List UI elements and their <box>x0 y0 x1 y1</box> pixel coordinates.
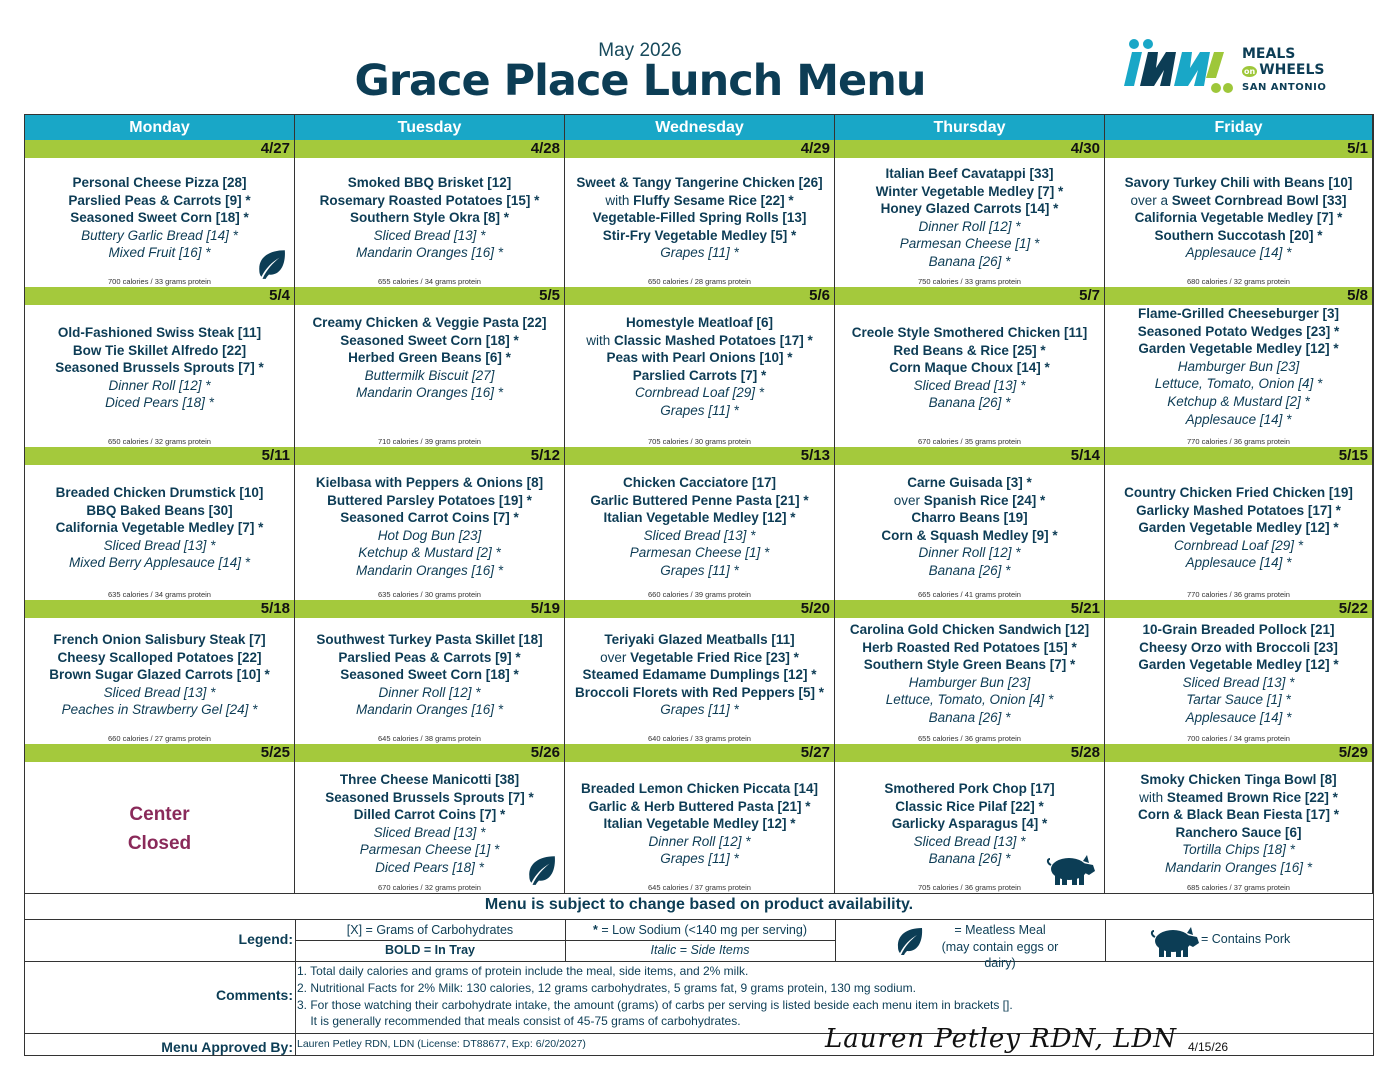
tray-item: Stir-Fry Vegetable Medley [5] * <box>602 227 797 243</box>
logo-line-meals: MEALS <box>1242 46 1296 62</box>
side-item: Diced Pears [18] * <box>375 859 484 875</box>
tray-item: Italian Beef Cavatappi [33] <box>885 166 1054 181</box>
center-closed-notice <box>25 800 294 858</box>
tray-item: Ranchero Sauce [6] <box>1175 824 1302 840</box>
menu-items <box>835 621 1104 727</box>
date-label: 5/25 <box>25 744 295 762</box>
tray-item: Parslied Peas & Carrots [9] * <box>68 192 251 208</box>
side-item: Hamburger Bun [23] <box>1177 358 1300 374</box>
side-item: Peaches in Strawberry Gel [24] * <box>61 702 258 718</box>
side-item: Tartar Sauce [1] * <box>1186 692 1291 708</box>
calorie-protein-note: 660 calories / 39 grams protein <box>648 590 751 599</box>
menu-cell <box>1105 762 1373 893</box>
side-item: Ketchup & Mustard [2] * <box>358 545 501 561</box>
tray-item: Italian Vegetable Medley [12] * <box>603 510 796 526</box>
side-item: Parmesan Cheese [1] * <box>899 236 1040 252</box>
calorie-protein-note: 670 calories / 35 grams protein <box>918 437 1021 446</box>
calorie-protein-note: 705 calories / 36 grams protein <box>918 883 1021 892</box>
side-item: Sliced Bread [13] * <box>373 227 486 243</box>
day-header-wednesday: Wednesday <box>565 115 835 140</box>
menu-cell <box>565 305 835 447</box>
side-item: Sliced Bread [13] * <box>373 824 486 840</box>
tray-item: Southern Style Okra [8] * <box>349 210 510 226</box>
tray-item: Three Cheese Manicotti [38] <box>339 772 520 787</box>
legend-meatless-note: (may contain eggs or dairy) <box>941 940 1059 970</box>
calorie-protein-note: 650 calories / 32 grams protein <box>108 437 211 446</box>
menu-items <box>1105 771 1372 877</box>
menu-cell <box>835 618 1105 744</box>
tray-item: Winter Vegetable Medley [7] * <box>875 183 1064 199</box>
menu-items <box>565 474 834 580</box>
tray-item <box>565 332 834 350</box>
side-item: Dinner Roll [12] * <box>378 684 481 700</box>
menu-cell <box>1105 158 1373 287</box>
date-label: 5/28 <box>835 744 1105 762</box>
side-item: Sliced Bread [13] * <box>1182 674 1295 690</box>
tray-item: California Vegetable Medley [7] * <box>55 520 264 536</box>
tray-item <box>835 492 1104 510</box>
tray-item: Garlic Buttered Penne Pasta [21] * <box>590 492 809 508</box>
comment-line: It is generally recommended that meals consist of 45-75 grams of carbohydrates. <box>297 1014 741 1029</box>
side-item: Parmesan Cheese [1] * <box>359 842 500 858</box>
menu-cell <box>835 762 1105 893</box>
legend-meatless: = Meatless Meal <box>954 923 1046 937</box>
side-item: Banana [26] * <box>928 851 1011 867</box>
side-item: Banana [26] * <box>928 253 1011 269</box>
day-header-tuesday: Tuesday <box>295 115 565 140</box>
side-item: Mixed Fruit [16] * <box>108 245 211 261</box>
menu-cell <box>565 762 835 893</box>
side-item: Grapes [11] * <box>660 402 739 418</box>
side-item: Lettuce, Tomato, Onion [4] * <box>1154 376 1323 392</box>
legend-divider <box>1105 919 1106 961</box>
tray-item: Vegetable-Filled Spring Rolls [13] <box>592 210 807 226</box>
date-label: 5/5 <box>295 287 565 305</box>
tray-item: Flame-Grilled Cheeseburger [3] <box>1137 306 1340 321</box>
side-item: Mixed Berry Applesauce [14] * <box>68 555 251 571</box>
side-item: Cornbread Loaf [29] * <box>1173 537 1304 553</box>
tray-item: Herbed Green Beans [6] * <box>348 350 511 366</box>
side-item: Buttery Garlic Bread [14] * <box>81 227 238 243</box>
tray-item: Garlicky Asparagus [4] * <box>891 816 1048 832</box>
calorie-protein-note: 650 calories / 28 grams protein <box>648 277 751 286</box>
tray-item: Kielbasa with Peppers & Onions [8] <box>315 475 544 490</box>
calorie-protein-note: 640 calories / 33 grams protein <box>648 734 751 743</box>
menu-items <box>835 324 1104 412</box>
legend-label: Legend: <box>238 931 293 947</box>
approved-by-label: Menu Approved By: <box>161 1039 293 1055</box>
date-label: 5/11 <box>25 447 295 465</box>
tray-item: Seasoned Brussels Sprouts [7] * <box>55 360 264 376</box>
menu-cell <box>835 158 1105 287</box>
tray-item: Carne Guisada [3] * <box>907 475 1032 490</box>
legend-pig-icon <box>1149 925 1201 959</box>
side-item: Mandarin Oranges [16] * <box>355 562 504 578</box>
side-item: Tortilla Chips [18] * <box>1182 842 1295 858</box>
menu-cell <box>835 305 1105 447</box>
date-label: 4/28 <box>295 140 565 158</box>
legend-low-sodium <box>565 920 835 940</box>
row-divider <box>25 893 1373 894</box>
tray-item: Creole Style Smothered Chicken [11] <box>851 325 1088 340</box>
date-label: 5/18 <box>25 600 295 618</box>
side-item: Mandarin Oranges [16] * <box>355 702 504 718</box>
tray-item: Herb Roasted Red Potatoes [15] * <box>862 639 1077 655</box>
tray-item: Rosemary Roasted Potatoes [15] * <box>319 192 540 208</box>
menu-cell <box>295 618 565 744</box>
item-connector: over <box>893 492 924 508</box>
calorie-protein-note: 685 calories / 37 grams protein <box>1187 883 1290 892</box>
menu-items <box>295 314 564 402</box>
leaf-icon <box>254 247 288 281</box>
tray-item: Smothered Pork Chop [17] <box>884 781 1055 796</box>
side-item: Sliced Bread [13] * <box>643 527 756 543</box>
tray-item: Southwest Turkey Pasta Skillet [18] <box>316 632 543 647</box>
side-item: Applesauce [14] * <box>1185 245 1292 261</box>
legend-leaf-icon <box>893 925 927 959</box>
low-sodium-star: * <box>592 923 598 937</box>
tray-item: Smoky Chicken Tinga Bowl [8] <box>1140 772 1337 787</box>
closed-line: Closed <box>127 833 192 854</box>
item-bold-part: Vegetable Fried Rice [23] * <box>630 649 799 665</box>
item-bold-part: Sweet Cornbread Bowl [33] <box>1171 192 1347 208</box>
tray-item: Garden Vegetable Medley [12] * <box>1138 341 1339 357</box>
menu-items <box>295 631 564 719</box>
calorie-protein-note: 645 calories / 37 grams protein <box>648 883 751 892</box>
side-item: Parmesan Cheese [1] * <box>629 545 770 561</box>
menu-cell <box>295 762 565 893</box>
footer-divider <box>25 961 1373 962</box>
item-bold-part: Spanish Rice [24] * <box>923 492 1046 508</box>
calorie-protein-note: 705 calories / 30 grams protein <box>648 437 751 446</box>
leaf-icon <box>524 853 558 887</box>
date-label: 5/19 <box>295 600 565 618</box>
menu-items <box>565 631 834 719</box>
tray-item: Chicken Cacciatore [17] <box>622 475 777 490</box>
calorie-protein-note: 635 calories / 30 grams protein <box>378 590 481 599</box>
approval-date: 4/15/26 <box>1188 1040 1229 1054</box>
date-label: 5/6 <box>565 287 835 305</box>
tray-item <box>565 649 834 667</box>
calorie-protein-note: 655 calories / 36 grams protein <box>918 734 1021 743</box>
calorie-protein-note: 635 calories / 34 grams protein <box>108 590 211 599</box>
side-item: Dinner Roll [12] * <box>108 377 211 393</box>
side-item: Dinner Roll [12] * <box>918 545 1021 561</box>
menu-items <box>565 314 834 420</box>
tray-item: Cheesy Orzo with Broccoli [23] <box>1139 639 1338 655</box>
tray-item: Southern Succotash [20] * <box>1154 227 1323 243</box>
date-label: 5/15 <box>1105 447 1373 465</box>
tray-item: Parslied Carrots [7] * <box>632 367 767 383</box>
item-bold-part: Classic Mashed Potatoes [17] * <box>613 332 813 348</box>
approval-signature: Lauren Petley RDN, LDN <box>825 1024 1178 1054</box>
calorie-protein-note: 770 calories / 36 grams protein <box>1187 590 1290 599</box>
tray-item: Brown Sugar Glazed Carrots [10] * <box>49 667 270 683</box>
side-item: Applesauce [14] * <box>1185 411 1292 427</box>
calorie-protein-note: 750 calories / 33 grams protein <box>918 277 1021 286</box>
tray-item: 10-Grain Breaded Pollock [21] <box>1142 622 1335 637</box>
low-sodium-text: = Low Sodium (<140 mg per serving) <box>597 923 807 937</box>
side-item: Banana [26] * <box>928 562 1011 578</box>
date-label: 5/12 <box>295 447 565 465</box>
tray-item: French Onion Salisbury Steak [7] <box>53 632 266 647</box>
side-item: Dinner Roll [12] * <box>648 833 751 849</box>
logo-line-san-antonio: SAN ANTONIO <box>1242 82 1327 93</box>
side-item: Banana [26] * <box>928 395 1011 411</box>
menu-items <box>25 631 294 719</box>
tray-item: Garden Vegetable Medley [12] * <box>1138 657 1339 673</box>
tray-item: Seasoned Carrot Coins [7] * <box>340 510 519 526</box>
side-item: Hot Dog Bun [23] <box>377 527 482 543</box>
side-item: Sliced Bread [13] * <box>913 377 1026 393</box>
menu-items <box>25 484 294 572</box>
tray-item: Broccoli Florets with Red Peppers [5] * <box>574 684 825 700</box>
item-bold-part: Fluffy Sesame Rice [22] * <box>633 192 794 208</box>
menu-items <box>25 324 294 412</box>
tray-item: Sweet & Tangy Tangerine Chicken [26] <box>576 175 823 190</box>
side-item: Mandarin Oranges [16] * <box>355 245 504 261</box>
item-connector: over <box>600 649 631 665</box>
menu-cell <box>25 618 295 744</box>
date-label: 5/8 <box>1105 287 1373 305</box>
calorie-protein-note: 670 calories / 32 grams protein <box>378 883 481 892</box>
day-header-monday: Monday <box>25 115 295 140</box>
tray-item: Seasoned Potato Wedges [23] * <box>1137 323 1340 339</box>
calorie-protein-note: 665 calories / 41 grams protein <box>918 590 1021 599</box>
date-label: 4/30 <box>835 140 1105 158</box>
tray-item <box>1105 789 1372 807</box>
calorie-protein-note: 680 calories / 32 grams protein <box>1187 277 1290 286</box>
tray-item: Old-Fashioned Swiss Steak [11] <box>57 325 262 340</box>
logo-line-wheels: WHEELS <box>1259 62 1325 78</box>
date-label: 5/20 <box>565 600 835 618</box>
menu-cell <box>1105 305 1373 447</box>
tray-item: Smoked BBQ Brisket [12] <box>347 175 512 190</box>
logo-wordmark <box>1242 46 1326 96</box>
tray-item: Seasoned Sweet Corn [18] * <box>340 667 519 683</box>
side-item: Banana [26] * <box>928 709 1011 725</box>
tray-item: Italian Vegetable Medley [12] * <box>603 816 796 832</box>
legend-carbs: [X] = Grams of Carbohydrates <box>346 923 514 937</box>
day-header-friday: Friday <box>1105 115 1373 140</box>
calorie-protein-note: 700 calories / 34 grams protein <box>1187 734 1290 743</box>
calorie-protein-note: 710 calories / 39 grams protein <box>378 437 481 446</box>
side-item: Applesauce [14] * <box>1185 555 1292 571</box>
comment-line: 2. Nutritional Facts for 2% Milk: 130 calories, 12 grams carbohydrates, 5 grams fat, 9 grams protein, 130 mg sodium. <box>297 980 916 995</box>
pig-icon <box>1045 853 1097 887</box>
menu-cell <box>25 762 295 893</box>
menu-items <box>1105 621 1372 727</box>
logo-on: on <box>1244 67 1256 76</box>
comment-line: 1. Total daily calories and grams of protein include the meal, side items, and 2% milk. <box>297 964 749 978</box>
menu-items <box>1105 484 1372 572</box>
tray-item: Red Beans & Rice [25] * <box>893 342 1046 358</box>
tray-item <box>565 192 834 210</box>
menu-cell <box>25 465 295 600</box>
tray-item: Corn & Squash Medley [9] * <box>881 527 1058 543</box>
date-label: 5/29 <box>1105 744 1373 762</box>
side-item: Grapes [11] * <box>660 245 739 261</box>
item-connector: with <box>586 332 614 348</box>
side-item: Applesauce [14] * <box>1185 709 1292 725</box>
page-title: Grace Place Lunch Menu <box>354 56 926 106</box>
date-label: 5/26 <box>295 744 565 762</box>
date-label: 4/27 <box>25 140 295 158</box>
comment-line: 3. For those watching their carbohydrate intake, the amount (grams) of carbs per serving is listed beside each menu item in brackets []. <box>297 997 1013 1012</box>
tray-item: Savory Turkey Chili with Beans [10] <box>1124 175 1353 190</box>
menu-items <box>835 474 1104 580</box>
closed-line: Center <box>129 804 190 825</box>
date-label: 5/21 <box>835 600 1105 618</box>
item-connector: with <box>1139 789 1167 805</box>
side-item: Lettuce, Tomato, Onion [4] * <box>885 692 1054 708</box>
side-item: Hamburger Bun [23] <box>908 674 1031 690</box>
side-item: Diced Pears [18] * <box>105 395 214 411</box>
tray-item: Charro Beans [19] <box>911 510 1028 526</box>
tray-item: Corn & Black Bean Fiesta [17] * <box>1137 807 1340 823</box>
date-label: 5/7 <box>835 287 1105 305</box>
tray-item: California Vegetable Medley [7] * <box>1134 210 1343 226</box>
tray-item: Personal Cheese Pizza [28] <box>72 175 247 190</box>
menu-cell <box>835 465 1105 600</box>
tray-item: Peas with Pearl Onions [10] * <box>606 350 793 366</box>
tray-item: Classic Rice Pilaf [22] * <box>895 798 1044 814</box>
tray-item: Teriyaki Glazed Meatballs [11] <box>604 632 795 647</box>
date-label: 5/13 <box>565 447 835 465</box>
tray-item: Corn Maque Choux [14] * <box>889 360 1050 376</box>
tray-item: Breaded Chicken Drumstick [10] <box>55 485 264 500</box>
side-item: Sliced Bread [13] * <box>103 684 216 700</box>
menu-cell <box>295 465 565 600</box>
menu-cell <box>565 618 835 744</box>
side-item: Dinner Roll [12] * <box>918 218 1021 234</box>
calorie-protein-note: 645 calories / 38 grams protein <box>378 734 481 743</box>
comments-label: Comments: <box>215 987 293 1003</box>
date-label: 5/14 <box>835 447 1105 465</box>
tray-item: Garden Vegetable Medley [12] * <box>1138 520 1339 536</box>
side-item: Sliced Bread [13] * <box>913 833 1026 849</box>
tray-item: Bow Tie Skillet Alfredo [22] <box>72 342 247 358</box>
menu-month: May 2026 <box>598 40 682 61</box>
date-label: 5/27 <box>565 744 835 762</box>
tray-item: Seasoned Brussels Sprouts [7] * <box>325 789 534 805</box>
side-item: Sliced Bread [13] * <box>103 537 216 553</box>
menu-items <box>1105 305 1372 428</box>
side-item: Mandarin Oranges [16] * <box>355 385 504 401</box>
item-connector: with <box>605 192 634 208</box>
tray-item: Dilled Carrot Coins [7] * <box>353 807 506 823</box>
tray-item: Steamed Edamame Dumplings [12] * <box>582 667 817 683</box>
menu-cell <box>295 158 565 287</box>
menu-items <box>565 174 834 262</box>
tray-item: Honey Glazed Carrots [14] * <box>880 201 1059 217</box>
tray-item: BBQ Baked Beans [30] <box>86 502 233 518</box>
item-bold-part: Steamed Brown Rice [22] * <box>1166 789 1338 805</box>
menu-items <box>565 780 834 868</box>
date-label: 5/1 <box>1105 140 1373 158</box>
calorie-protein-note: 700 calories / 33 grams protein <box>108 277 211 286</box>
date-label: 5/4 <box>25 287 295 305</box>
tray-item: Seasoned Sweet Corn [18] * <box>340 332 519 348</box>
calorie-protein-note: 660 calories / 27 grams protein <box>108 734 211 743</box>
item-connector: over a <box>1130 192 1172 208</box>
calorie-protein-note: 770 calories / 36 grams protein <box>1187 437 1290 446</box>
menu-cell <box>565 465 835 600</box>
tray-item <box>1105 192 1372 210</box>
tray-item: Garlic & Herb Buttered Pasta [21] * <box>588 798 811 814</box>
menu-items <box>835 165 1104 271</box>
tray-item: Garlicky Mashed Potatoes [17] * <box>1136 502 1341 518</box>
date-label: 5/22 <box>1105 600 1373 618</box>
menu-cell <box>1105 618 1373 744</box>
tray-item: Parslied Peas & Carrots [9] * <box>338 649 521 665</box>
calorie-protein-note: 655 calories / 34 grams protein <box>378 277 481 286</box>
menu-cell <box>25 158 295 287</box>
menu-items <box>1105 174 1372 262</box>
tray-item: Carolina Gold Chicken Sandwich [12] <box>849 622 1090 637</box>
legend-italic: Italic = Side Items <box>650 943 750 957</box>
tray-item: Seasoned Sweet Corn [18] * <box>70 210 249 226</box>
menu-items <box>295 474 564 580</box>
day-header-thursday: Thursday <box>835 115 1105 140</box>
menu-cell <box>25 305 295 447</box>
tray-item: Creamy Chicken & Veggie Pasta [22] <box>312 315 547 330</box>
menu-cell <box>565 158 835 287</box>
tray-item: Country Chicken Fried Chicken [19] <box>1124 485 1353 500</box>
date-label: 4/29 <box>565 140 835 158</box>
side-item: Cornbread Loaf [29] * <box>634 385 765 401</box>
tray-item: Cheesy Scalloped Potatoes [22] <box>57 649 262 665</box>
side-item: Buttermilk Biscuit [27] <box>364 367 495 383</box>
menu-grid <box>24 114 1374 1056</box>
menu-cell <box>1105 465 1373 600</box>
side-item: Mandarin Oranges [16] * <box>1164 859 1313 875</box>
menu-items <box>295 174 564 262</box>
legend-inner-divider <box>295 940 835 941</box>
side-item: Ketchup & Mustard [2] * <box>1167 393 1310 409</box>
approved-by-text: Lauren Petley RDN, LDN (License: DT88677, Exp: 6/20/2027) <box>297 1038 586 1050</box>
side-item: Grapes [11] * <box>660 562 739 578</box>
side-item: Grapes [11] * <box>660 851 739 867</box>
tray-item: Homestyle Meatloaf [6] <box>625 315 774 330</box>
legend-bold: BOLD = In Tray <box>385 943 475 957</box>
tray-item: Breaded Lemon Chicken Piccata [14] <box>580 781 819 796</box>
tray-item: Buttered Parsley Potatoes [19] * <box>327 492 532 508</box>
side-item: Grapes [11] * <box>660 702 739 718</box>
menu-cell <box>295 305 565 447</box>
tray-item: Southern Style Green Beans [7] * <box>863 657 1076 673</box>
legend-divider <box>835 919 836 961</box>
legend-pork: = Contains Pork <box>1201 932 1291 946</box>
availability-notice: Menu is subject to change based on product availability. <box>484 896 914 913</box>
